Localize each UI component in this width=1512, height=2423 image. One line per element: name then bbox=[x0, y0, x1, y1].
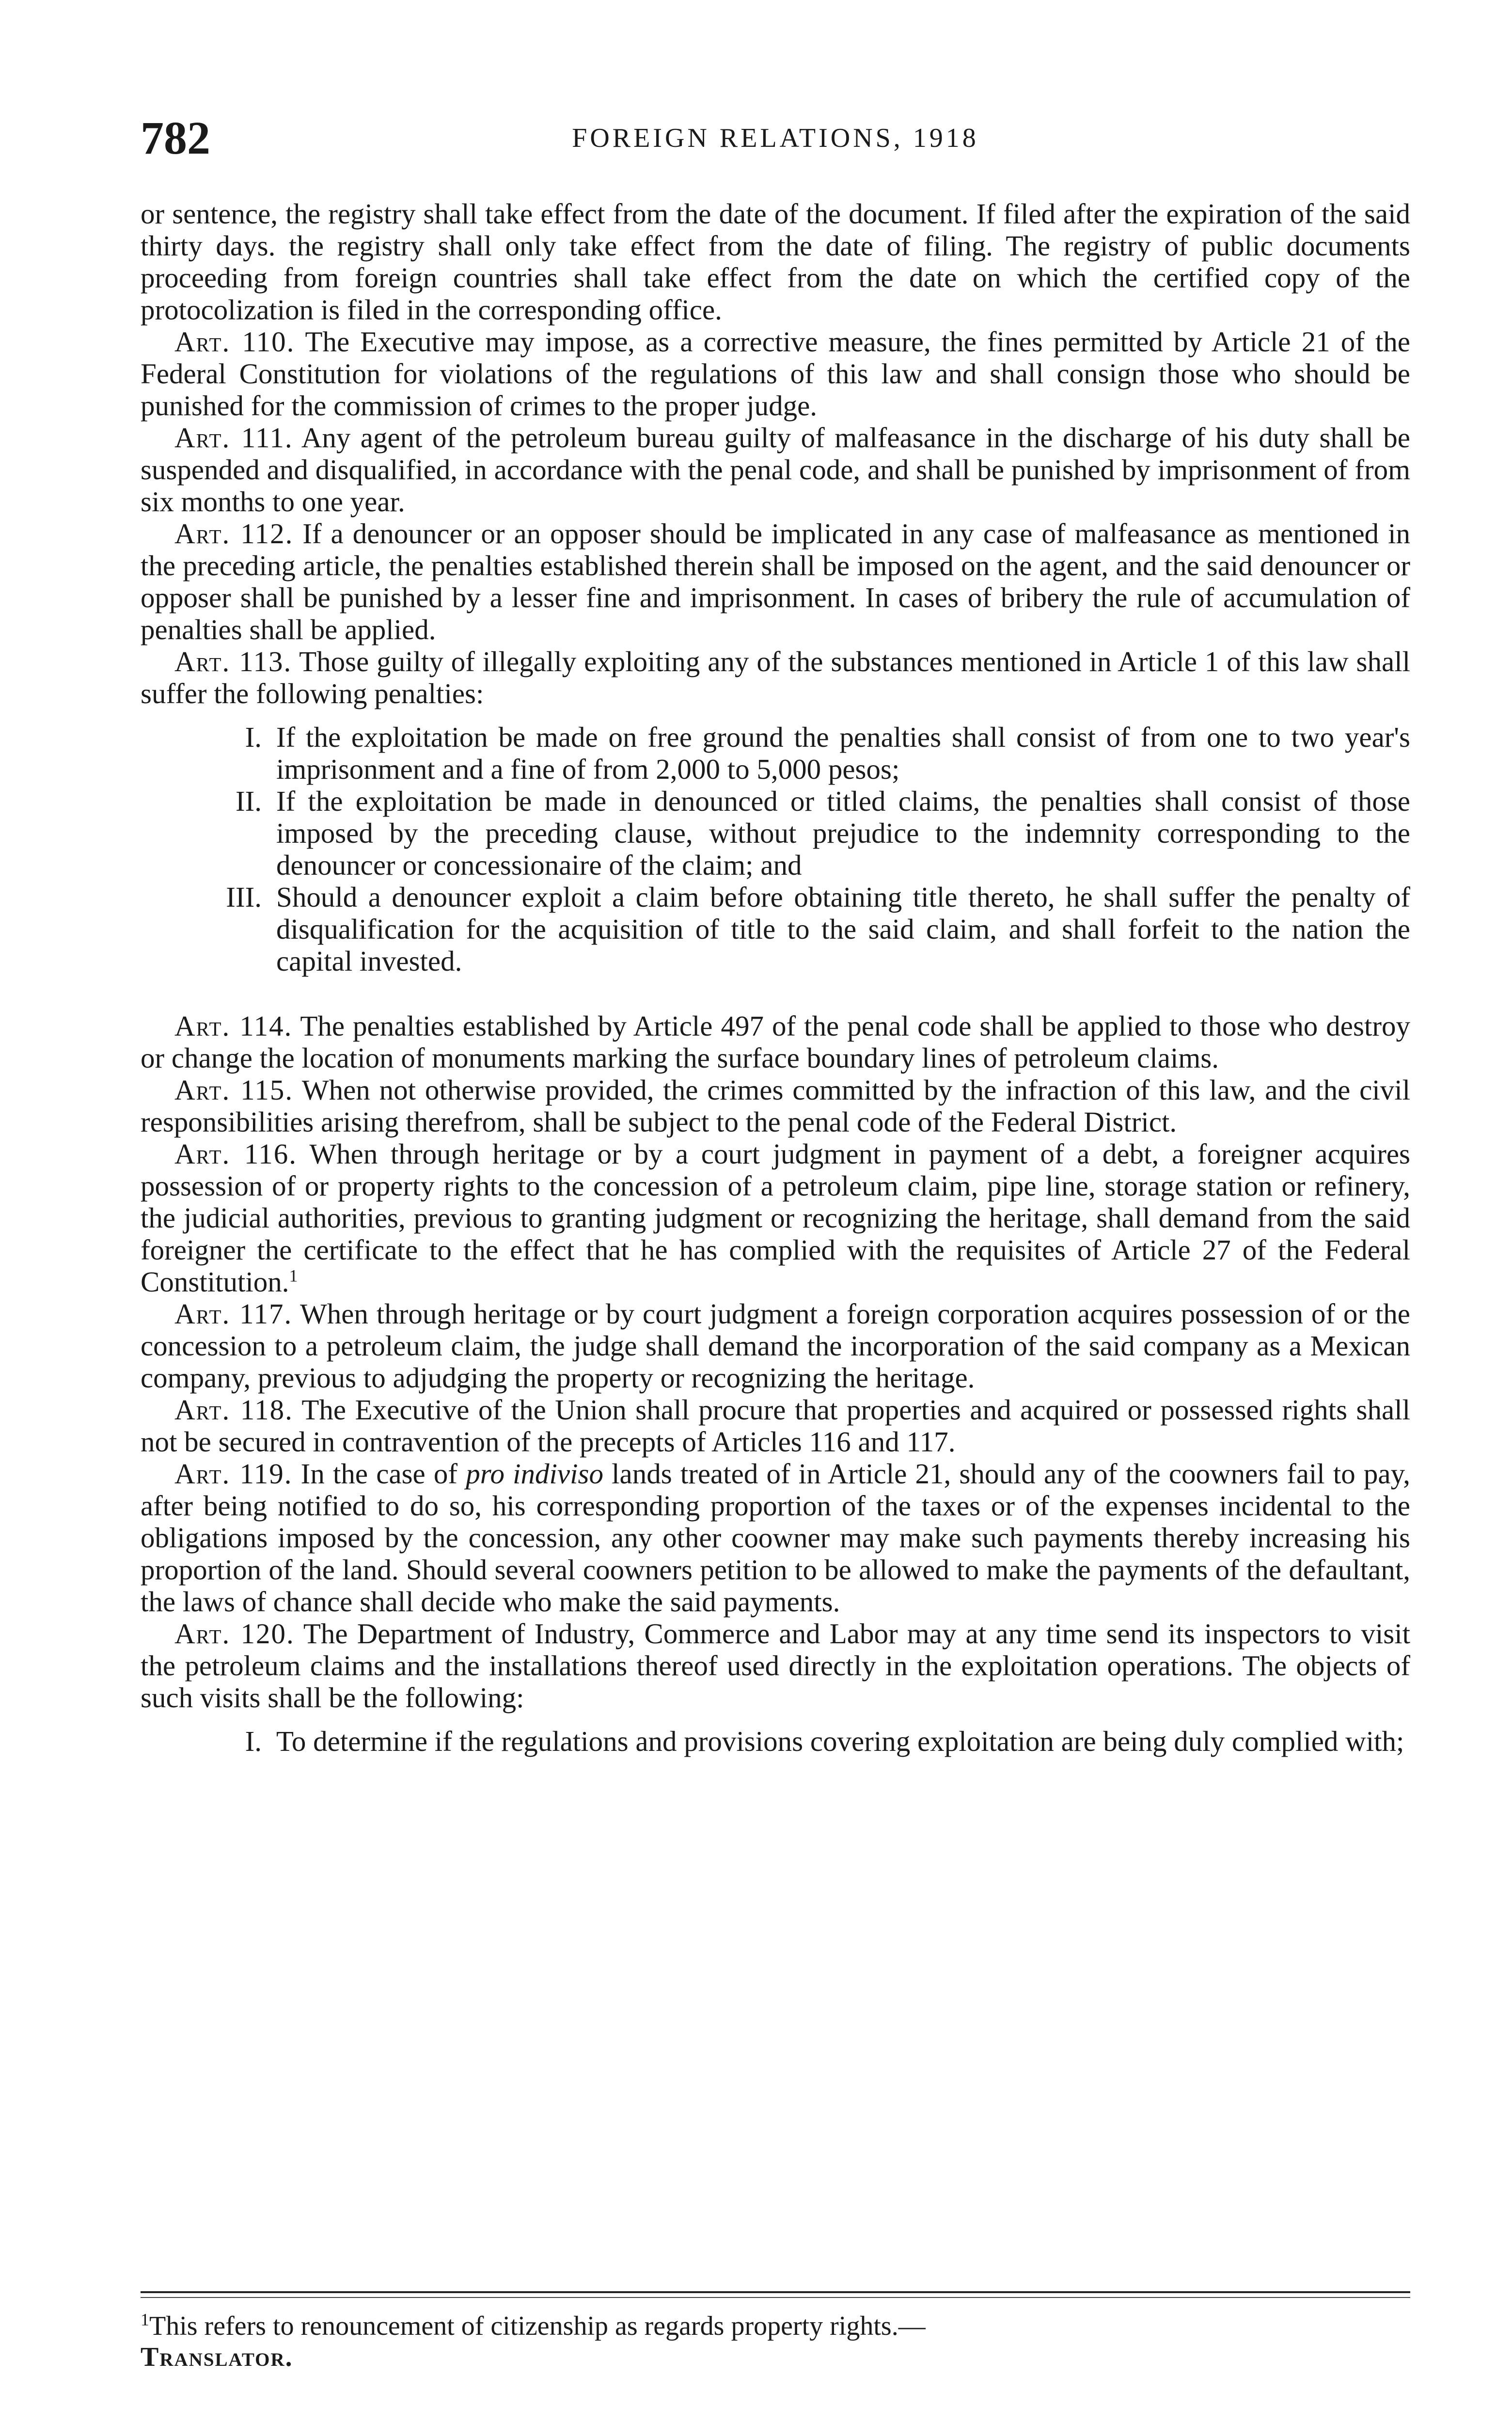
article-text: If a denouncer or an opposer should be implicated in any case of malfeasance as mentioned in the preceding article, the penalties established therein shall be imposed on the agent, and the said denouncer or opposer shall be punished by a lesser fine and imprisonment. In cases of bribery the rule of accumulation of penalties shall be applied. bbox=[141, 518, 1411, 645]
article-111 bbox=[141, 422, 1410, 518]
article-label: Art. 119. bbox=[174, 1458, 293, 1490]
clause-item bbox=[141, 785, 1410, 881]
article-text: When not otherwise provided, the crimes committed by the infraction of this law, and the civil responsibilities arising therefrom, shall be subject to the penal code of the Federal District. bbox=[141, 1074, 1410, 1138]
clause-text: If the exploitation be made in denounced or titled claims, the penalties shall consist of those imposed by the preceding clause, without prejudice to the indemnity corresponding to the denouncer or concessionaire of the claim; and bbox=[276, 785, 1410, 881]
article-114 bbox=[141, 1010, 1410, 1074]
clause-number: I. bbox=[245, 1725, 262, 1757]
article-text-pre: In the case of bbox=[300, 1458, 458, 1490]
footnote-signature: Translator. bbox=[141, 2342, 293, 2372]
article-label: Art. 117. bbox=[174, 1298, 293, 1330]
clause-item bbox=[141, 1725, 1410, 1757]
article-115 bbox=[141, 1074, 1410, 1138]
article-label: Art. 112. bbox=[174, 518, 294, 550]
article-label: Art. 111. bbox=[174, 422, 293, 454]
article-label: Art. 110. bbox=[174, 326, 295, 358]
article-label: Art. 120. bbox=[174, 1618, 295, 1650]
article-text: When through heritage or by court judgment a foreign corporation acquires possession of or the concession to a petroleum claim, the judge shall demand the incorporation of the said company as a Mexican company, previous to adjudging the property or recognizing the heritage. bbox=[141, 1298, 1410, 1394]
article-label: Art. 118. bbox=[174, 1394, 293, 1426]
article-120-clauses bbox=[141, 1725, 1410, 1757]
clause-text: If the exploitation be made on free ground the penalties shall consist of from one to two year's imprisonment and a fine of from 2,000 to 5,000 pesos; bbox=[276, 721, 1410, 785]
running-title: FOREIGN RELATIONS, 1918 bbox=[572, 123, 979, 153]
page-header bbox=[141, 109, 1410, 167]
footnote-reference[interactable]: 1 bbox=[289, 1266, 298, 1286]
article-text: Any agent of the petroleum bureau guilty of malfeasance in the discharge of his duty shall be suspended and disqualified, in accordance with the penal code, and shall be punished by imprisonment of from six months to one year. bbox=[141, 422, 1410, 518]
article-120 bbox=[141, 1618, 1410, 1714]
clause-number: I. bbox=[245, 721, 262, 753]
clause-number: III. bbox=[226, 881, 262, 913]
footnote-divider bbox=[141, 2291, 1410, 2293]
footnote-mark: 1 bbox=[141, 2310, 149, 2329]
article-112 bbox=[141, 518, 1410, 645]
article-text: The penalties established by Article 497 of the penal code shall be applied to those who destroy or change the location of monuments marking the surface boundary lines of petroleum claims. bbox=[141, 1010, 1410, 1074]
latin-term: pro indiviso bbox=[466, 1458, 603, 1490]
article-text: The Department of Industry, Commerce and Labor may at any time send its inspectors to visit the petroleum claims and the installations thereof used directly in the exploitation operations. The objects of such visits shall be the following: bbox=[141, 1618, 1410, 1714]
article-text: The Executive may impose, as a corrective measure, the fines permitted by Article 21 of the Federal Constitution for violations of the regulations of this law and shall consign those who should be punished for the commission of crimes to the proper judge. bbox=[141, 326, 1410, 422]
article-label: Art. 115. bbox=[174, 1074, 294, 1106]
article-110 bbox=[141, 326, 1410, 422]
article-text-post: lands treated of in Article 21, should any of the coowners fail to pay, after being notified to do so, his corresponding proportion of the taxes or of the expenses incidental to the obligations imposed by the concession, any other coowner may make such payments thereby increasing his proportion of the land. Should several coowners petition to be allowed to make the payments of the defaultant, the laws of chance shall decide who make the said payments. bbox=[141, 1458, 1410, 1618]
page-number: 782 bbox=[141, 112, 210, 164]
clause-text: To determine if the regulations and provisions covering exploitation are being duly complied with; bbox=[276, 1725, 1404, 1757]
article-113 bbox=[141, 645, 1410, 709]
clause-item bbox=[141, 881, 1410, 977]
article-text: The Executive of the Union shall procure that properties and acquired or possessed rights shall not be secured in contravention of the precepts of Articles 116 and 117. bbox=[141, 1394, 1410, 1458]
article-text: Those guilty of illegally exploiting any of the substances mentioned in Article 1 of this law shall suffer the following penalties: bbox=[141, 645, 1410, 709]
clause-number: II. bbox=[235, 785, 262, 817]
body-text bbox=[141, 198, 1410, 1769]
clause-text: Should a denouncer exploit a claim before obtaining title thereto, he shall suffer the penalty of disqualification for the acquisition of title to the said claim, and shall forfeit to the nation the capital invested. bbox=[276, 881, 1410, 977]
footnote-divider-thin bbox=[141, 2297, 1410, 2298]
article-119 bbox=[141, 1458, 1410, 1618]
footnote-text: This refers to renouncement of citizenship as regards property rights.— bbox=[149, 2311, 926, 2341]
article-117 bbox=[141, 1298, 1410, 1394]
footnote bbox=[141, 2311, 1410, 2373]
opening-paragraph: or sentence, the registry shall take effect from the date of the document. If filed after the expiration of the said thirty days. the registry shall only take effect from the date of filing. The registry of public documents proceeding from foreign countries shall take effect from the date on which the certified copy of the protocolization is filed in the corresponding office. bbox=[141, 198, 1410, 326]
article-113-clauses bbox=[141, 721, 1410, 977]
article-118 bbox=[141, 1394, 1410, 1458]
section-gap bbox=[141, 989, 1410, 1010]
article-label: Art. 113. bbox=[174, 645, 292, 677]
article-label: Art. 114. bbox=[174, 1010, 293, 1042]
clause-item bbox=[141, 721, 1410, 785]
article-text: When through heritage or by a court judgment in payment of a debt, a foreigner acquires possession of or property rights to the concession of a petroleum claim, pipe line, storage station or refinery, the judicial authorities, previous to granting judgment or recognizing the heritage, shall demand from the said foreigner the certificate to the effect that he has complied with the requisites of Article 27 of the Federal Constitution. bbox=[141, 1138, 1410, 1298]
article-label: Art. 116. bbox=[174, 1138, 297, 1170]
article-116 bbox=[141, 1138, 1410, 1298]
